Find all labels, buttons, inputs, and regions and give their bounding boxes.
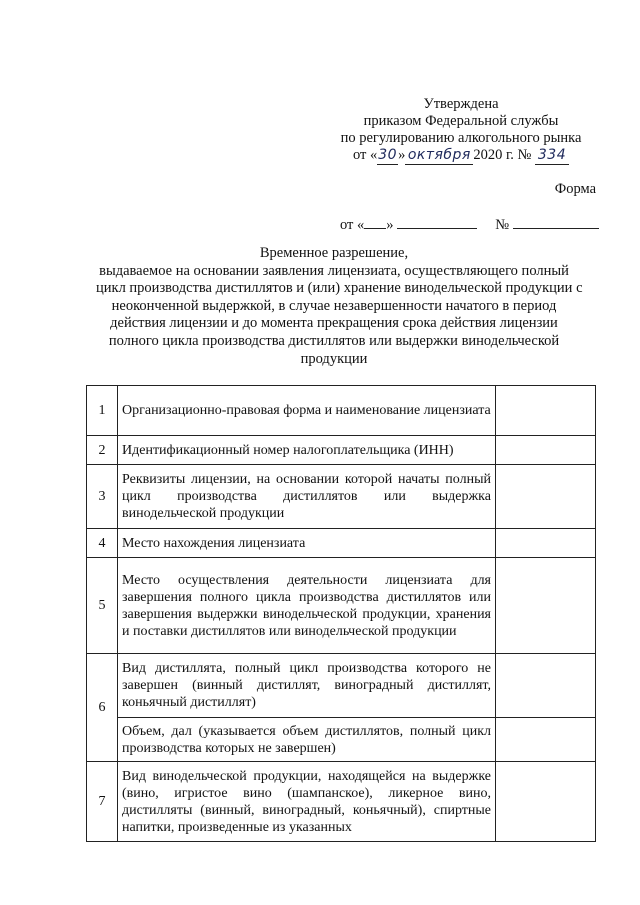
month-blank xyxy=(397,216,477,229)
date-mid: » xyxy=(398,147,406,163)
date-prefix: от « xyxy=(352,147,378,163)
document-title xyxy=(96,245,583,368)
row-number: 7 xyxy=(87,762,118,842)
row-text: Идентификационный номер налогоплательщика (ИНН) xyxy=(118,436,496,465)
row-value-cell xyxy=(496,762,596,842)
table-row xyxy=(87,529,596,558)
day-blank xyxy=(364,216,386,229)
row-value-cell xyxy=(496,718,596,762)
row-text: Объем, дал (указывается объем дистиллятов, полный цикл производства которых не завершен) xyxy=(118,718,496,762)
row-text: Место нахождения лицензиата xyxy=(118,529,496,558)
row-value-cell xyxy=(496,529,596,558)
row-number: 3 xyxy=(87,465,118,529)
table-row xyxy=(87,654,596,718)
row-text: Вид дистиллята, полный цикл производства которого не завершен (винный дистиллят, виноградный дистиллят, коньячный дистиллят) xyxy=(118,654,496,718)
form-label: Форма xyxy=(554,181,596,197)
table-row xyxy=(87,465,596,529)
table-row xyxy=(87,386,596,436)
title-line: продукции xyxy=(300,350,368,367)
table-row xyxy=(87,558,596,654)
date-day-handwritten: 30 xyxy=(378,147,398,163)
row-value-cell xyxy=(496,558,596,654)
row-number: 1 xyxy=(87,386,118,436)
title-line: действия лицензии и до момента прекращения срока действия лицензии xyxy=(110,315,558,332)
title-line: цикл производства дистиллятов и (или) хранение винодельческой продукции с xyxy=(96,280,583,297)
table-row xyxy=(87,436,596,465)
permit-table xyxy=(86,385,596,842)
title-line: полного цикла производства дистиллятов или выдержки винодельческой xyxy=(108,332,560,349)
row-value-cell xyxy=(496,654,596,718)
number-line-day-close: » xyxy=(386,217,394,233)
row-text: Вид винодельческой продукции, находящейся на выдержке (вино, игристое вино (шампанское), ликерное вино, дистилляты (винный, виноградный, коньячный), спиртные напитки, произведенные из указанных xyxy=(118,762,496,842)
approval-line-3: по регулированию алкогольного рынка xyxy=(340,130,582,146)
approval-date-line xyxy=(330,147,592,165)
approval-block xyxy=(330,96,592,165)
row-number: 4 xyxy=(87,529,118,558)
title-line: Временное разрешение, xyxy=(259,245,409,261)
row-value-cell xyxy=(496,386,596,436)
approval-line-1: Утверждена xyxy=(423,96,499,112)
title-line: неоконченной выдержкой, в случае незавершенности начатого в период xyxy=(111,297,557,314)
row-number: 5 xyxy=(87,558,118,654)
row-value-cell xyxy=(496,465,596,529)
row-text: Реквизиты лицензии, на основании которой начаты полный цикл производства дистиллятов или выдержка винодельческой продукции xyxy=(118,465,496,529)
number-blank xyxy=(513,216,599,229)
title-line: выдаваемое на основании заявления лицензиата, осуществляющего полный xyxy=(99,262,569,279)
number-sign: № xyxy=(495,217,510,233)
order-number-handwritten: 334 xyxy=(535,147,569,165)
form-number-line xyxy=(340,216,596,234)
table-row xyxy=(87,762,596,842)
approval-line-2: приказом Федеральной службы xyxy=(363,113,559,129)
row-number: 2 xyxy=(87,436,118,465)
row-value-cell xyxy=(496,436,596,465)
row-text: Место осуществления деятельности лицензиата для завершения полного цикла производства дистиллятов или завершения выдержки винодельческой продукции, хранения и поставки дистиллятов или винодельческой продукции xyxy=(118,558,496,654)
table-row xyxy=(87,718,596,762)
date-month-handwritten: октября xyxy=(405,147,473,165)
row-text: Организационно-правовая форма и наименование лицензиата xyxy=(118,386,496,436)
row-number: 6 xyxy=(87,654,118,762)
number-line-prefix: от « xyxy=(340,217,365,233)
date-year: 2020 г. № xyxy=(473,147,532,163)
